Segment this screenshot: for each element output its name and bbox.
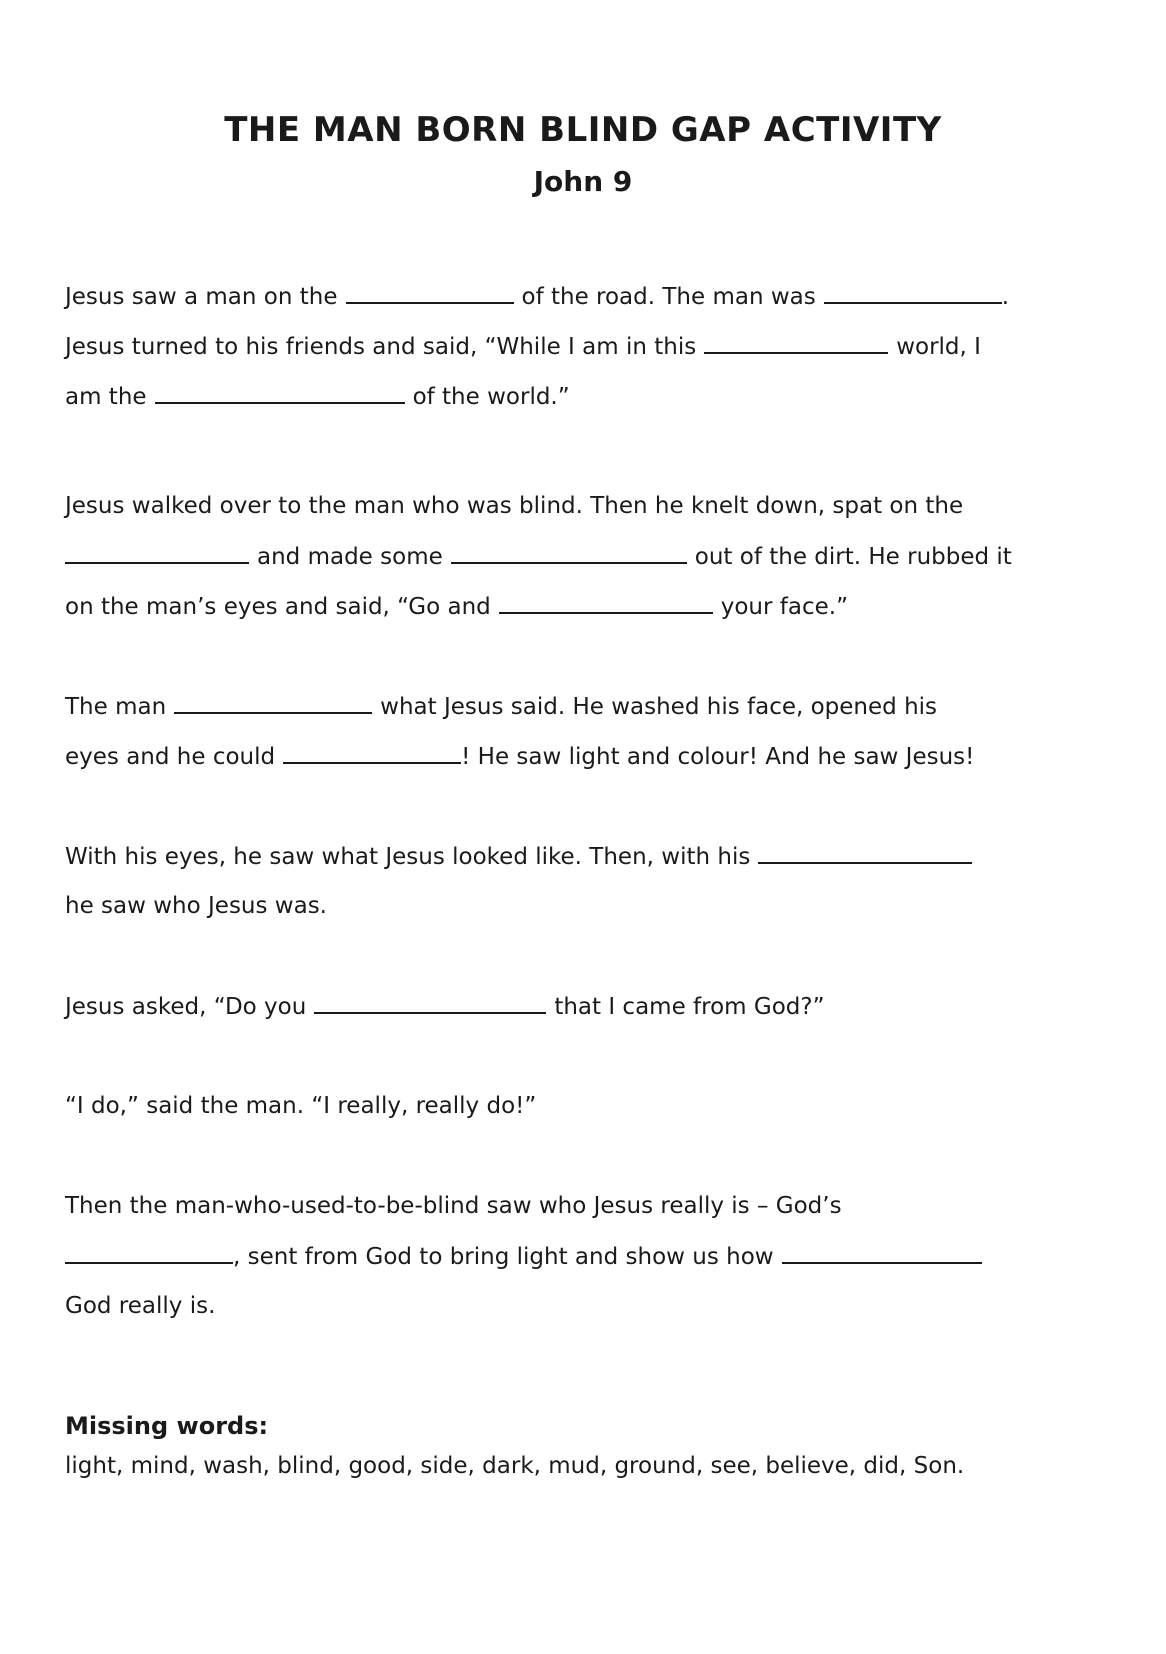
missing-words-heading: Missing words: [65,1412,269,1440]
text-segment: am the [65,384,147,410]
text-segment: Jesus saw a man on the [65,284,338,310]
text-segment: Jesus asked, “Do you [65,994,307,1020]
text-segment: of the world.” [412,384,570,410]
text-line [65,536,1012,576]
text-segment: Then the man-who-used-to-be-blind saw who Jesus really is – God’s [65,1193,842,1219]
text-segment: , sent from God to bring light and show us how [233,1244,774,1270]
text-segment: eyes and he could [65,744,276,770]
text-line [65,1286,215,1326]
text-segment: . [1001,284,1010,310]
blank-gap[interactable] [314,986,546,1014]
blank-gap[interactable] [499,586,713,614]
text-segment: that I came from God?” [554,994,825,1020]
text-line [65,686,937,726]
text-segment: God really is. [65,1293,216,1319]
blank-gap[interactable] [704,326,888,354]
text-segment: With his eyes, he saw what Jesus looked like. Then, with his [65,844,751,870]
blank-gap[interactable] [782,1236,982,1264]
text-segment: “I do,” said the man. “I really, really do!” [65,1093,537,1119]
text-segment: and made some [257,544,443,570]
blank-gap[interactable] [451,536,687,564]
blank-gap[interactable] [824,276,1002,304]
text-segment: what Jesus said. He washed his face, opened his [380,694,938,720]
text-segment: of the road. The man was [521,284,816,310]
text-line [65,1086,536,1126]
blank-gap[interactable] [346,276,514,304]
text-segment: your face.” [720,594,848,620]
text-line [65,886,327,926]
text-line [65,586,848,626]
blank-gap[interactable] [65,536,249,564]
text-line [65,986,824,1026]
text-line [65,836,980,876]
missing-words-list: light, mind, wash, blind, good, side, dark, mud, ground, see, believe, did, Son. [65,1453,965,1479]
text-line [65,1186,842,1226]
text-line [65,276,1009,316]
blank-gap[interactable] [758,836,972,864]
text-line [65,736,974,776]
text-segment: world, I [896,334,981,360]
page-subtitle: John 9 [533,165,633,198]
text-segment: Jesus turned to his friends and said, “While I am in this [65,334,697,360]
text-segment: he saw who Jesus was. [65,893,327,919]
text-segment: ! He saw light and colour! And he saw Jesus! [461,744,975,770]
text-segment: The man [65,694,167,720]
text-line [65,376,570,416]
text-segment: out of the dirt. He rubbed it [694,544,1012,570]
text-segment: Jesus walked over to the man who was blind. Then he knelt down, spat on the [65,493,964,519]
blank-gap[interactable] [155,376,405,404]
text-segment: on the man’s eyes and said, “Go and [65,594,491,620]
text-line [65,326,981,366]
text-line [65,1236,990,1276]
blank-gap[interactable] [174,686,372,714]
blank-gap[interactable] [65,1236,233,1264]
page-title: THE MAN BORN BLIND GAP ACTIVITY [224,110,942,150]
blank-gap[interactable] [283,736,461,764]
text-line [65,486,963,526]
